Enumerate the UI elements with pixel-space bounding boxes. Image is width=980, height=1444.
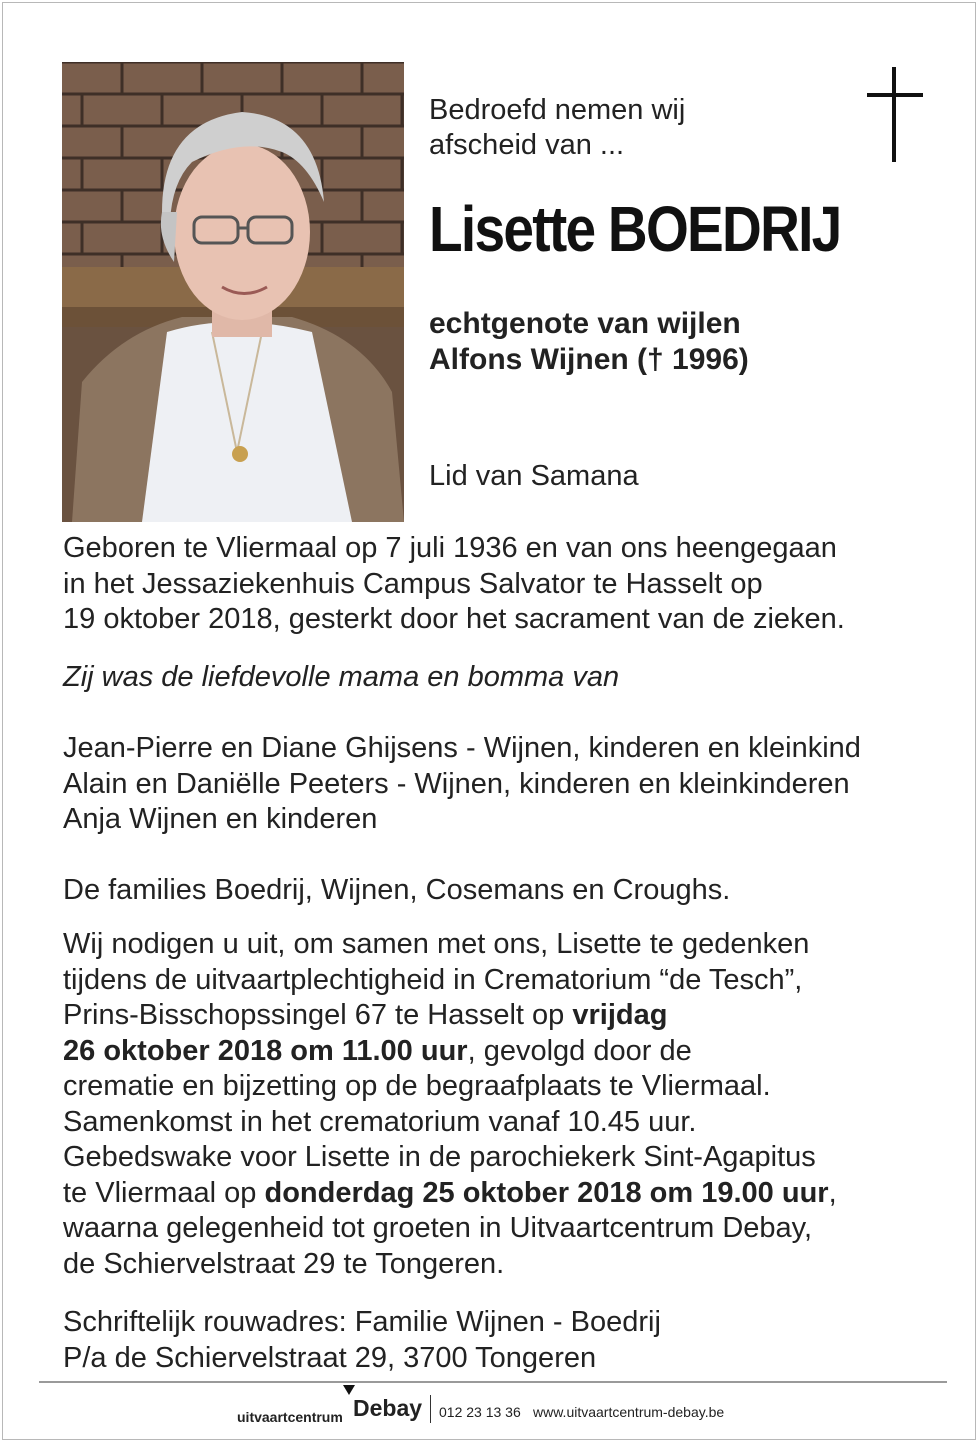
invitation-line: waarna gelegenheid tot groeten in Uitvaartcentrum Debay, — [63, 1212, 813, 1244]
footer-separator — [430, 1395, 431, 1423]
invitation-line — [63, 998, 943, 1034]
intro-text — [429, 93, 685, 163]
invitation-line: tijdens de uitvaartplechtigheid in Crematorium “de Tesch”, — [63, 963, 803, 996]
birth-line: Geboren te Vliermaal op 7 juli 1936 en van ons heengegaan — [63, 532, 837, 564]
list-item: Alain en Daniëlle Peeters - Wijnen, kinderen en kleinkinderen — [63, 767, 850, 800]
address-line: P/a de Schiervelstraat 29, 3700 Tongeren — [63, 1341, 597, 1374]
family-intro: Zij was de liefdevolle mama en bomma van — [63, 661, 620, 693]
triangle-icon — [343, 1385, 355, 1395]
address-line: Schriftelijk rouwadres: Familie Wijnen - Boedrij — [63, 1306, 661, 1338]
funeral-date-time: 26 oktober 2018 om 11.00 uur — [63, 1034, 468, 1067]
list-item: Jean-Pierre en Diane Ghijsens - Wijnen, kinderen en kleinkind — [63, 732, 861, 764]
mourning-address — [63, 1305, 943, 1376]
families-text: De families Boedrij, Wijnen, Cosemans en Croughs. — [63, 874, 731, 906]
spouse-text — [429, 306, 749, 378]
funeral-day: vrijdag — [572, 999, 668, 1031]
intro-line: afscheid van ... — [429, 129, 625, 161]
invitation-text: Prins-Bisschopssingel 67 te Hasselt op — [63, 999, 573, 1031]
invitation-line: Gebedswake voor Lisette in de parochiekerk Sint-Agapitus — [63, 1141, 816, 1173]
birth-paragraph — [63, 531, 943, 638]
birth-line: in het Jessaziekenhuis Campus Salvator te Hasselt op — [63, 567, 763, 600]
membership-text: Lid van Samana — [429, 460, 639, 492]
invitation-line: Samenkomst in het crematorium vanaf 10.45 uur. — [63, 1105, 697, 1138]
invitation-line — [63, 1176, 943, 1212]
cross-icon — [865, 67, 925, 162]
spouse-line: Alfons Wijnen († 1996) — [429, 343, 749, 376]
list-item: Anja Wijnen en kinderen — [63, 803, 378, 835]
invitation-line: crematie en bijzetting op de begraafplaats te Vliermaal. — [63, 1070, 771, 1102]
invitation-text: te Vliermaal op — [63, 1176, 265, 1209]
invitation-line — [63, 1034, 943, 1070]
wake-date-time: donderdag 25 oktober 2018 om 19.00 uur — [264, 1176, 829, 1209]
footer-divider — [39, 1381, 947, 1383]
spouse-line: echtgenote van wijlen — [429, 307, 741, 340]
invitation-text: , — [828, 1176, 837, 1209]
website-link[interactable]: www.uitvaartcentrum-debay.be — [533, 1404, 725, 1420]
invitation-text: , gevolgd door de — [467, 1034, 692, 1067]
invitation-line: de Schiervelstraat 29 te Tongeren. — [63, 1247, 505, 1280]
deceased-name: Lisette BOEDRIJ — [429, 193, 841, 265]
invitation-paragraph — [63, 927, 943, 1282]
invitation-line: Wij nodigen u uit, om samen met ons, Lisette te gedenken — [63, 928, 810, 960]
portrait-photo — [62, 62, 404, 522]
children-list — [63, 731, 943, 838]
intro-line: Bedroefd nemen wij — [429, 94, 686, 126]
obituary-card — [2, 2, 976, 1440]
brand-prefix: uitvaartcentrum — [237, 1409, 343, 1425]
footer — [3, 1395, 977, 1429]
brand-name: Debay — [353, 1395, 423, 1421]
phone-number: 012 23 13 36 — [439, 1404, 521, 1420]
birth-line: 19 oktober 2018, gesterkt door het sacrament van de zieken. — [63, 603, 845, 635]
